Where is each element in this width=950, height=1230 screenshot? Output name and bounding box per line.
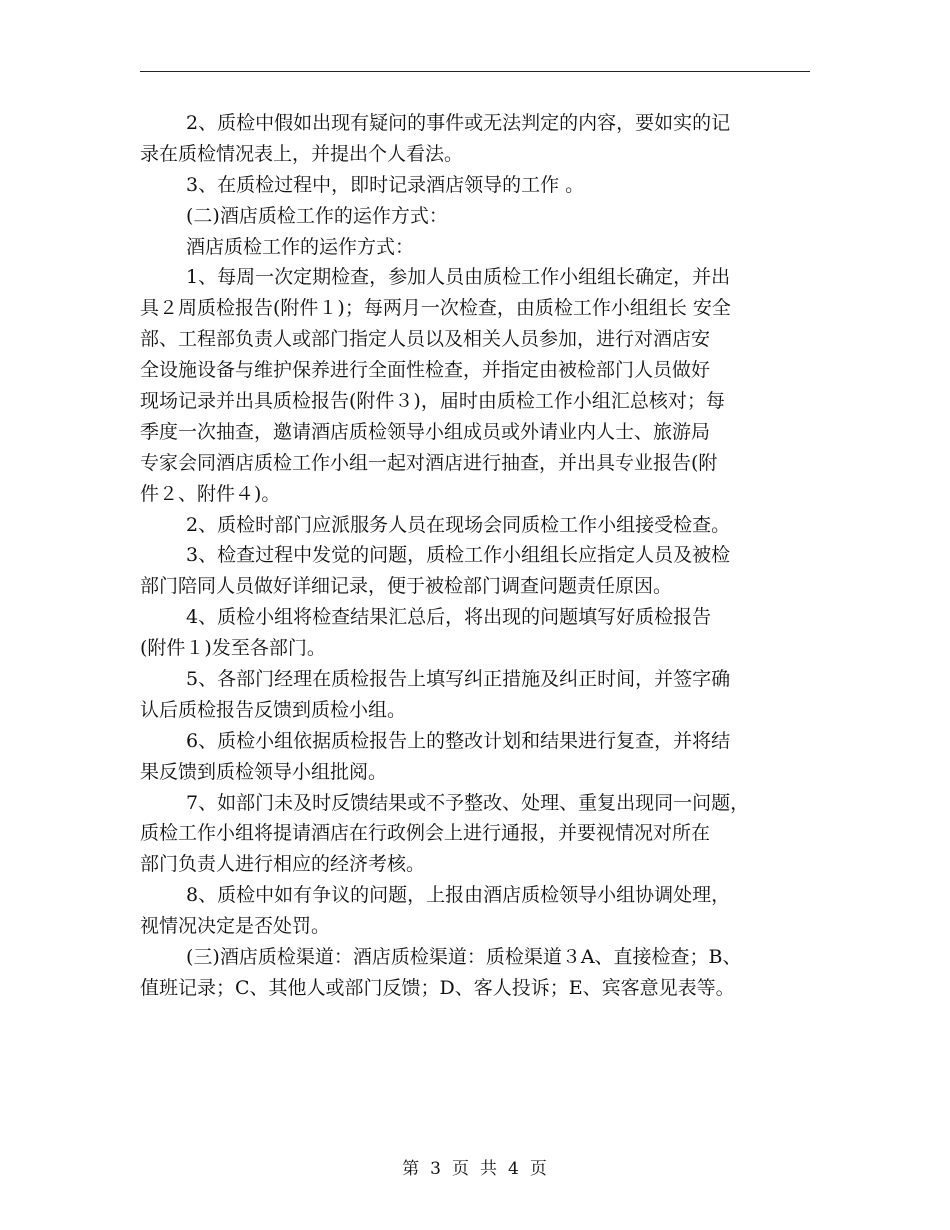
header-rule bbox=[140, 71, 810, 72]
text-line: 具２周质检报告(附件１)；每两月一次检查，由质检工作小组组长 安全 bbox=[140, 297, 731, 320]
text-line: 部门负责人进行相应的经济考核。 bbox=[140, 853, 426, 876]
text-line: 3、检查过程中发觉的问题，质检工作小组组长应指定人员及被检 bbox=[186, 544, 731, 567]
footer-label-gong: 共 bbox=[480, 1159, 498, 1179]
text-line: 视情况决定是否处罚。 bbox=[140, 915, 331, 938]
text-line: 6、质检小组依据质检报告上的整改计划和结果进行复查，并将结 bbox=[186, 729, 731, 752]
text-line: 2、质检时部门应派服务人员在现场会同质检工作小组接受检查。 bbox=[186, 513, 731, 536]
text-line: 8、质检中如有争议的问题，上报由酒店质检领导小组协调处理， bbox=[186, 884, 731, 907]
text-line: 值班记录；C、其他人或部门反馈；D、客人投诉；E、宾客意见表等。 bbox=[140, 976, 735, 999]
footer-current-page: 3 bbox=[430, 1159, 442, 1179]
text-line: 5、各部门经理在质检报告上填写纠正措施及纠正时间，并签字确 bbox=[186, 668, 731, 691]
section-heading: (三)酒店质检渠道：酒店质检渠道：质检渠道３A、直接检查；B、 bbox=[186, 946, 742, 969]
footer-total-pages: 4 bbox=[508, 1159, 520, 1179]
text-line: (附件１)发至各部门。 bbox=[140, 637, 326, 660]
footer-label-ye: 页 bbox=[452, 1159, 470, 1179]
text-line: 4、质检小组将检查结果汇总后，将出现的问题填写好质检报告 bbox=[186, 606, 712, 629]
footer-label-di: 第 bbox=[402, 1159, 421, 1179]
text-line: 现场记录并出具质检报告(附件３)，届时由质检工作小组汇总核对；每 bbox=[140, 390, 725, 413]
text-line: 1、每周一次定期检查，参加人员由质检工作小组组长确定，并出 bbox=[186, 266, 731, 289]
text-line: 酒店质检工作的运作方式： bbox=[186, 235, 415, 258]
page-footer bbox=[0, 1154, 950, 1179]
text-line: 质检工作小组将提请酒店在行政例会上进行通报，并要视情况对所在 bbox=[140, 822, 711, 845]
text-line: 2、质检中假如出现有疑问的事件或无法判定的内容，要如实的记 bbox=[186, 112, 731, 134]
text-line: 7、如部门未及时反馈结果或不予整改、处理、重复出现同一问题， bbox=[186, 791, 750, 814]
document-body bbox=[140, 108, 810, 1004]
text-line: 件２、附件４)。 bbox=[140, 482, 281, 505]
text-line: 部、工程部负责人或部门指定人员以及相关人员参加，进行对酒店安 bbox=[140, 328, 711, 351]
text-line: 全设施设备与维护保养进行全面性检查，并指定由被检部门人员做好 bbox=[140, 359, 711, 382]
text-line: 果反馈到质检领导小组批阅。 bbox=[140, 760, 388, 783]
text-line: 部门陪同人员做好详细记录，便于被检部门调查问题责任原因。 bbox=[140, 575, 673, 598]
text-line: 专家会同酒店质检工作小组一起对酒店进行抽查，并出具专业报告(附 bbox=[140, 451, 718, 474]
text-line: 季度一次抽查，邀请酒店质检领导小组成员或外请业内人士、旅游局 bbox=[140, 420, 711, 443]
section-heading: (二)酒店质检工作的运作方式： bbox=[186, 204, 448, 227]
text-line: 认后质检报告反馈到质检小组。 bbox=[140, 698, 407, 721]
text-line: 3、在质检过程中，即时记录酒店领导的工作 。 bbox=[186, 173, 585, 196]
text-line: 录在质检情况表上，并提出个人看法。 bbox=[140, 142, 464, 165]
footer-label-ye: 页 bbox=[529, 1159, 548, 1179]
